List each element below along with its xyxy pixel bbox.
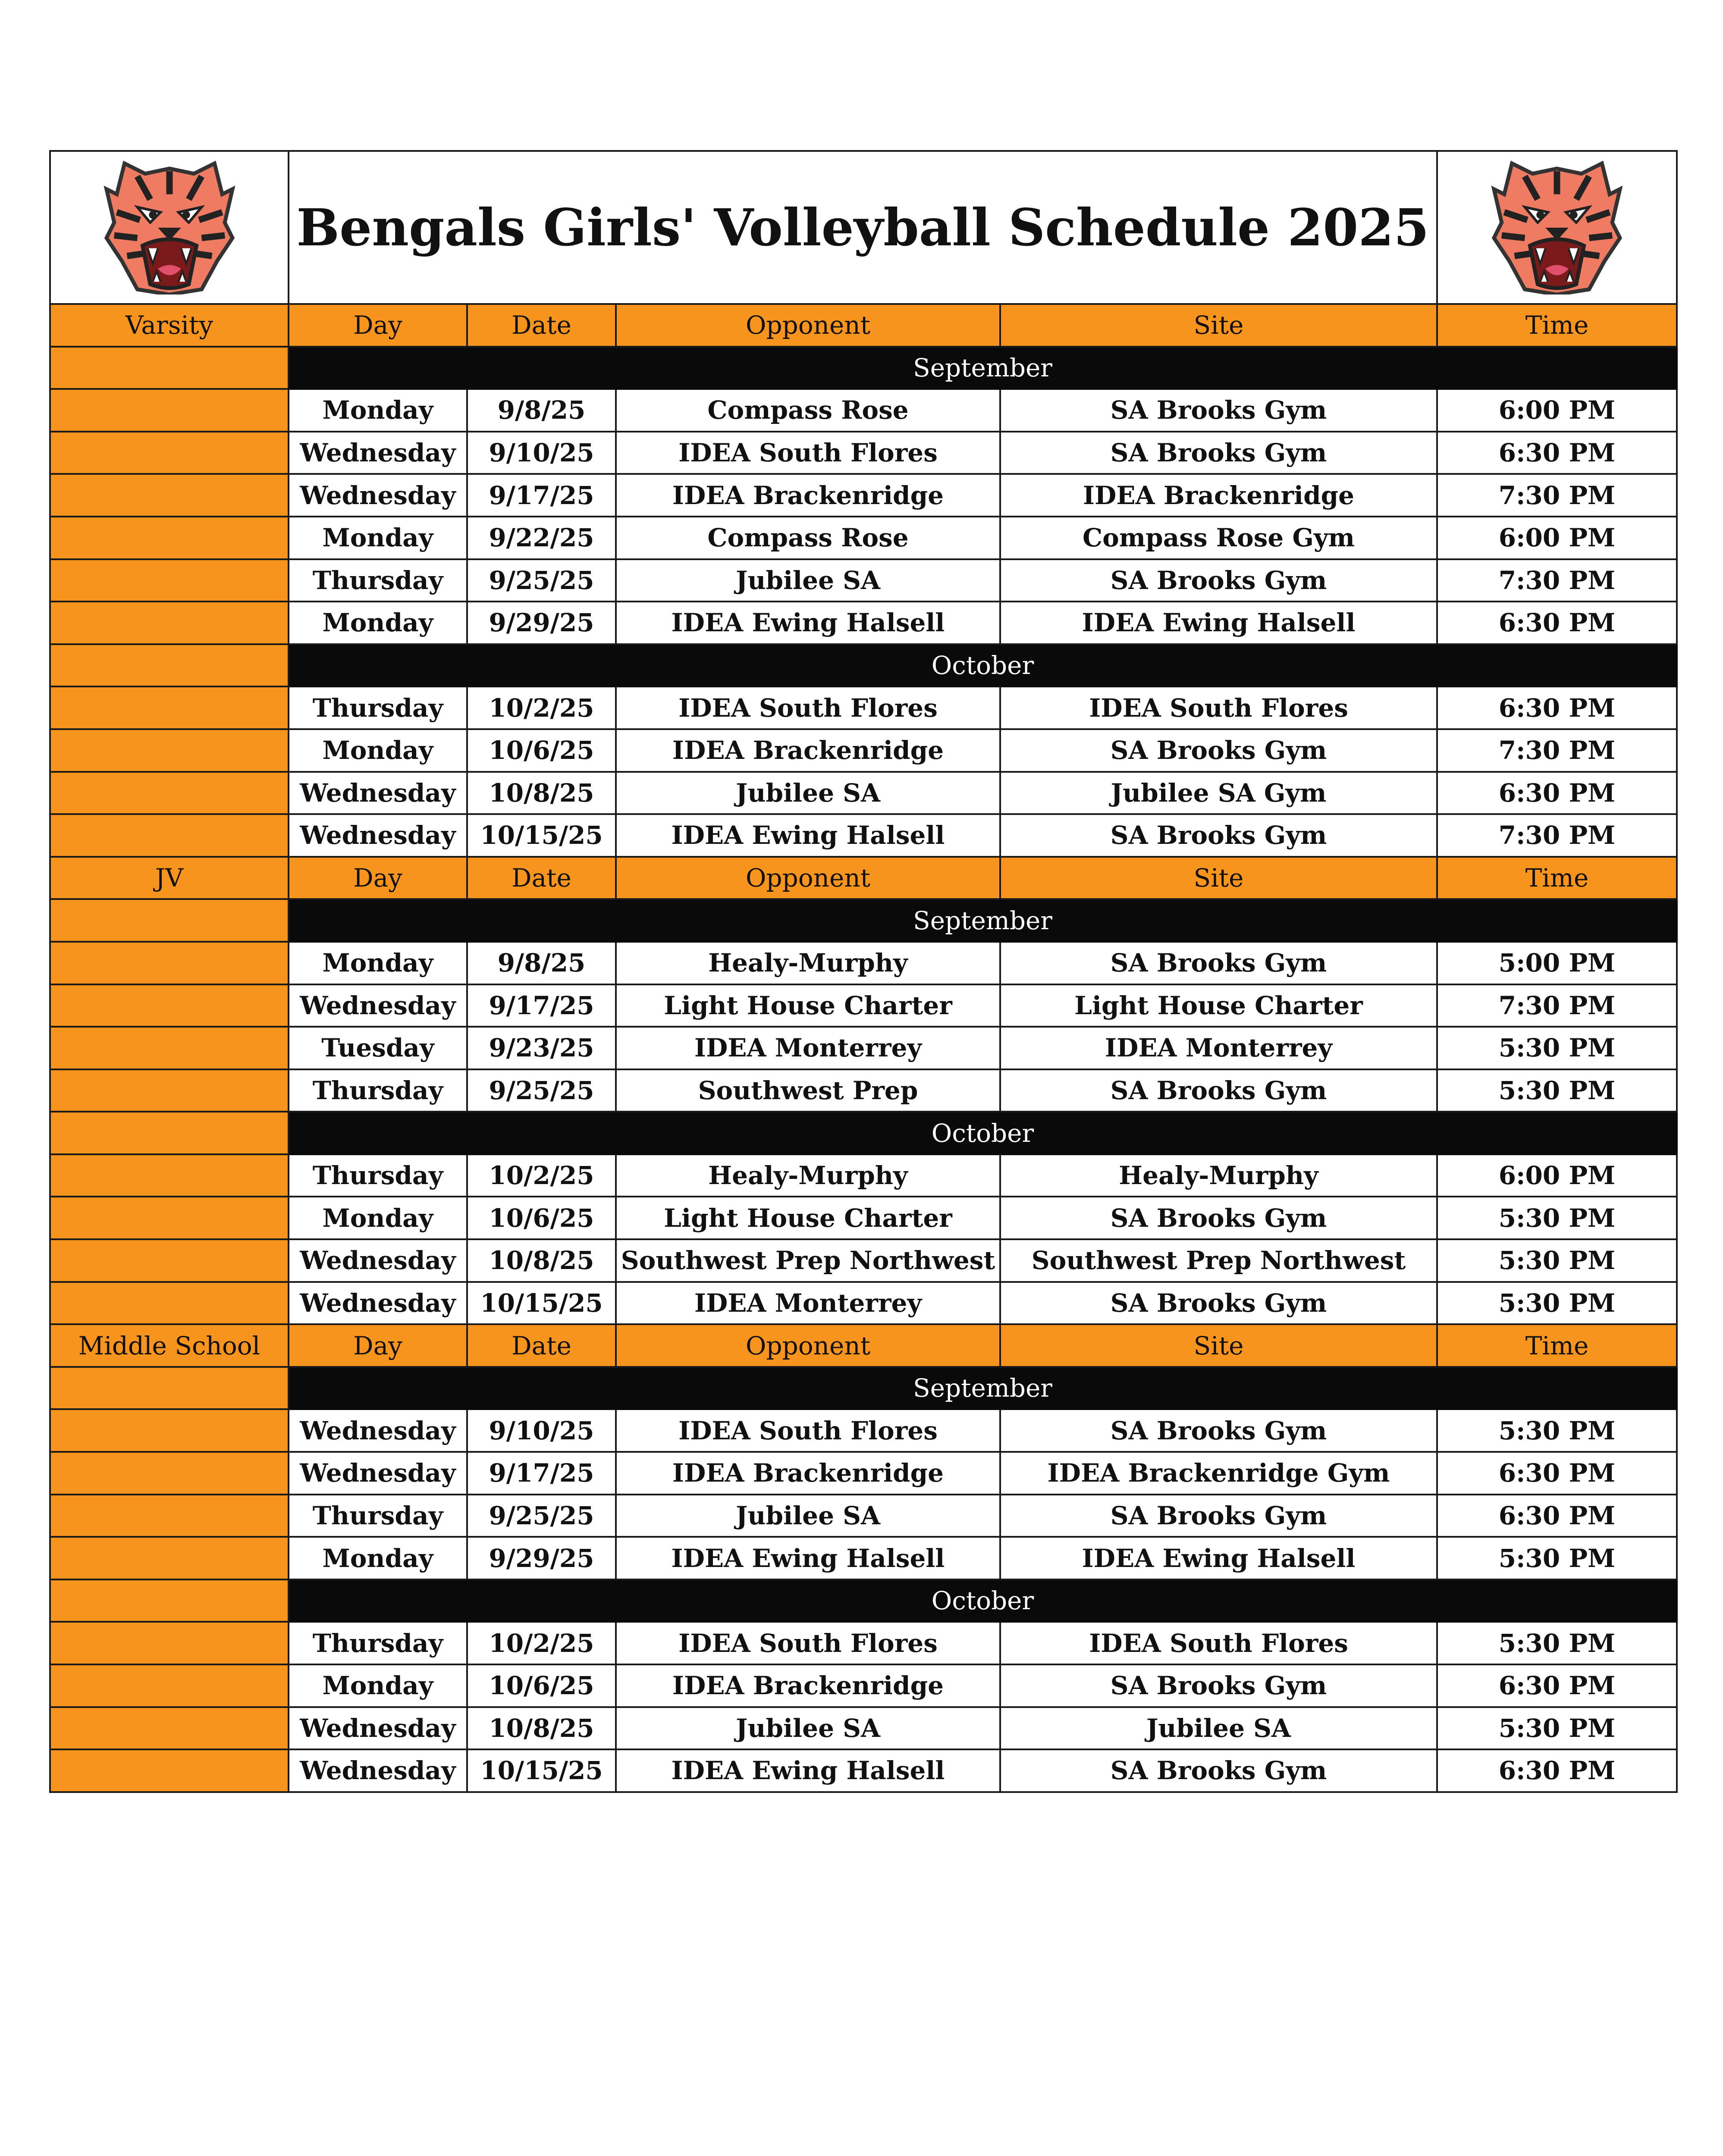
game-day: Monday: [289, 517, 467, 559]
game-opponent: IDEA South Flores: [616, 1622, 1000, 1664]
column-header-date: Date: [467, 857, 616, 899]
game-day: Wednesday: [289, 474, 467, 517]
game-day: Monday: [289, 389, 467, 432]
game-opponent: Southwest Prep: [616, 1069, 1000, 1112]
section-fill: [50, 559, 289, 602]
month-row: [50, 347, 1677, 389]
game-opponent: IDEA Ewing Halsell: [616, 1749, 1000, 1792]
game-row: [50, 432, 1677, 474]
game-date: 9/8/25: [467, 389, 616, 432]
game-date: 10/8/25: [467, 1707, 616, 1750]
game-day: Thursday: [289, 1154, 467, 1197]
game-date: 10/15/25: [467, 814, 616, 857]
section-fill: [50, 347, 289, 389]
game-time: 5:30 PM: [1437, 1282, 1677, 1325]
section-fill: [50, 1707, 289, 1750]
game-time: 6:30 PM: [1437, 602, 1677, 644]
section-fill: [50, 1495, 289, 1537]
section-fill: [50, 602, 289, 644]
month-row: [50, 899, 1677, 942]
game-time: 7:30 PM: [1437, 559, 1677, 602]
game-time: 7:30 PM: [1437, 729, 1677, 772]
game-opponent: IDEA Monterrey: [616, 1027, 1000, 1069]
game-opponent: IDEA Ewing Halsell: [616, 1537, 1000, 1579]
game-site: SA Brooks Gym: [1000, 729, 1437, 772]
game-day: Wednesday: [289, 1409, 467, 1452]
game-date: 9/17/25: [467, 1452, 616, 1495]
month-label: October: [289, 1579, 1677, 1622]
column-header-day: Day: [289, 304, 467, 347]
game-date: 9/29/25: [467, 1537, 616, 1579]
game-time: 6:30 PM: [1437, 1452, 1677, 1495]
game-row: [50, 474, 1677, 517]
game-day: Thursday: [289, 1069, 467, 1112]
section-fill: [50, 1154, 289, 1197]
game-site: SA Brooks Gym: [1000, 1664, 1437, 1707]
game-row: [50, 1069, 1677, 1112]
game-row: [50, 1282, 1677, 1325]
game-opponent: IDEA Monterrey: [616, 1282, 1000, 1325]
month-row: [50, 1367, 1677, 1410]
section-fill: [50, 772, 289, 815]
section-fill: [50, 1069, 289, 1112]
game-day: Wednesday: [289, 1239, 467, 1282]
section-fill: [50, 1239, 289, 1282]
game-site: SA Brooks Gym: [1000, 1197, 1437, 1239]
month-row: [50, 1579, 1677, 1622]
game-day: Thursday: [289, 1495, 467, 1537]
game-day: Thursday: [289, 686, 467, 729]
game-site: IDEA Ewing Halsell: [1000, 1537, 1437, 1579]
game-date: 10/2/25: [467, 1622, 616, 1664]
schedule-table: [49, 150, 1678, 1793]
game-site: Jubilee SA: [1000, 1707, 1437, 1750]
game-time: 6:00 PM: [1437, 1154, 1677, 1197]
game-opponent: IDEA Brackenridge: [616, 474, 1000, 517]
month-label: September: [289, 1367, 1677, 1410]
game-site: IDEA South Flores: [1000, 1622, 1437, 1664]
game-site: Compass Rose Gym: [1000, 517, 1437, 559]
game-site: SA Brooks Gym: [1000, 1282, 1437, 1325]
section-fill: [50, 517, 289, 559]
game-date: 9/29/25: [467, 602, 616, 644]
game-opponent: Southwest Prep Northwest: [616, 1239, 1000, 1282]
game-row: [50, 984, 1677, 1027]
tiger-mascot-icon: [51, 161, 288, 295]
section-fill: [50, 1282, 289, 1325]
section-fill: [50, 1027, 289, 1069]
game-day: Monday: [289, 602, 467, 644]
game-time: 6:30 PM: [1437, 772, 1677, 815]
game-row: [50, 1027, 1677, 1069]
game-opponent: IDEA Brackenridge: [616, 1664, 1000, 1707]
game-day: Wednesday: [289, 984, 467, 1027]
game-site: SA Brooks Gym: [1000, 559, 1437, 602]
game-row: [50, 1197, 1677, 1239]
game-date: 10/15/25: [467, 1749, 616, 1792]
game-day: Monday: [289, 1537, 467, 1579]
month-label: October: [289, 644, 1677, 687]
month-row: [50, 1112, 1677, 1154]
game-opponent: Compass Rose: [616, 517, 1000, 559]
game-site: SA Brooks Gym: [1000, 432, 1437, 474]
section-fill: [50, 1452, 289, 1495]
game-row: [50, 517, 1677, 559]
column-header-site: Site: [1000, 304, 1437, 347]
game-date: 9/25/25: [467, 559, 616, 602]
game-time: 5:30 PM: [1437, 1409, 1677, 1452]
section-fill: [50, 1537, 289, 1579]
title-row: [50, 151, 1677, 304]
game-opponent: Light House Charter: [616, 984, 1000, 1027]
game-date: 10/8/25: [467, 772, 616, 815]
game-day: Wednesday: [289, 814, 467, 857]
section-fill: [50, 1367, 289, 1410]
game-row: [50, 1749, 1677, 1792]
game-time: 5:30 PM: [1437, 1069, 1677, 1112]
tiger-mascot-icon: [1438, 161, 1676, 295]
month-row: [50, 644, 1677, 687]
column-header-time: Time: [1437, 857, 1677, 899]
game-time: 7:30 PM: [1437, 474, 1677, 517]
game-opponent: Light House Charter: [616, 1197, 1000, 1239]
section-fill: [50, 1749, 289, 1792]
game-date: 9/25/25: [467, 1069, 616, 1112]
game-day: Wednesday: [289, 1452, 467, 1495]
game-time: 6:30 PM: [1437, 1664, 1677, 1707]
left-logo-cell: [50, 151, 289, 304]
column-header-date: Date: [467, 304, 616, 347]
game-site: SA Brooks Gym: [1000, 389, 1437, 432]
game-opponent: Jubilee SA: [616, 1495, 1000, 1537]
game-opponent: Healy-Murphy: [616, 942, 1000, 984]
game-date: 10/6/25: [467, 1664, 616, 1707]
game-date: 9/10/25: [467, 1409, 616, 1452]
section-fill: [50, 474, 289, 517]
section-fill: [50, 1622, 289, 1664]
game-time: 6:30 PM: [1437, 686, 1677, 729]
game-row: [50, 389, 1677, 432]
game-date: 9/22/25: [467, 517, 616, 559]
column-header-day: Day: [289, 857, 467, 899]
right-logo-cell: [1437, 151, 1677, 304]
game-day: Wednesday: [289, 1282, 467, 1325]
month-label: October: [289, 1112, 1677, 1154]
game-row: [50, 1154, 1677, 1197]
game-site: SA Brooks Gym: [1000, 814, 1437, 857]
section-fill: [50, 1197, 289, 1239]
game-row: [50, 942, 1677, 984]
column-header-site: Site: [1000, 1324, 1437, 1367]
section-label: Middle School: [50, 1324, 289, 1367]
game-row: [50, 1452, 1677, 1495]
game-opponent: IDEA Brackenridge: [616, 1452, 1000, 1495]
game-opponent: Healy-Murphy: [616, 1154, 1000, 1197]
game-day: Wednesday: [289, 772, 467, 815]
section-fill: [50, 432, 289, 474]
game-opponent: Jubilee SA: [616, 559, 1000, 602]
game-time: 6:30 PM: [1437, 432, 1677, 474]
game-date: 9/10/25: [467, 432, 616, 474]
game-date: 9/23/25: [467, 1027, 616, 1069]
column-header-opponent: Opponent: [616, 857, 1000, 899]
column-header-time: Time: [1437, 304, 1677, 347]
game-day: Thursday: [289, 1622, 467, 1664]
section-label: JV: [50, 857, 289, 899]
game-row: [50, 814, 1677, 857]
game-day: Tuesday: [289, 1027, 467, 1069]
game-site: IDEA Ewing Halsell: [1000, 602, 1437, 644]
game-time: 6:30 PM: [1437, 1749, 1677, 1792]
section-fill: [50, 1664, 289, 1707]
game-time: 6:30 PM: [1437, 1495, 1677, 1537]
column-header-day: Day: [289, 1324, 467, 1367]
game-row: [50, 729, 1677, 772]
game-time: 5:30 PM: [1437, 1622, 1677, 1664]
game-date: 9/17/25: [467, 984, 616, 1027]
game-row: [50, 686, 1677, 729]
section-fill: [50, 1579, 289, 1622]
game-site: SA Brooks Gym: [1000, 1069, 1437, 1112]
game-date: 10/6/25: [467, 729, 616, 772]
game-date: 9/25/25: [467, 1495, 616, 1537]
section-header-row: [50, 1324, 1677, 1367]
game-row: [50, 1495, 1677, 1537]
game-time: 7:30 PM: [1437, 814, 1677, 857]
game-site: Southwest Prep Northwest: [1000, 1239, 1437, 1282]
game-site: IDEA South Flores: [1000, 686, 1437, 729]
game-date: 10/2/25: [467, 1154, 616, 1197]
column-header-opponent: Opponent: [616, 304, 1000, 347]
month-label: September: [289, 899, 1677, 942]
game-opponent: IDEA Ewing Halsell: [616, 814, 1000, 857]
game-site: SA Brooks Gym: [1000, 1409, 1437, 1452]
game-opponent: Compass Rose: [616, 389, 1000, 432]
game-day: Wednesday: [289, 1707, 467, 1750]
game-site: Healy-Murphy: [1000, 1154, 1437, 1197]
game-date: 10/15/25: [467, 1282, 616, 1325]
section-header-row: [50, 304, 1677, 347]
game-day: Monday: [289, 942, 467, 984]
game-time: 5:00 PM: [1437, 942, 1677, 984]
section-fill: [50, 899, 289, 942]
game-site: Light House Charter: [1000, 984, 1437, 1027]
game-opponent: IDEA South Flores: [616, 686, 1000, 729]
month-label: September: [289, 347, 1677, 389]
game-row: [50, 602, 1677, 644]
game-day: Wednesday: [289, 1749, 467, 1792]
game-opponent: Jubilee SA: [616, 1707, 1000, 1750]
game-site: SA Brooks Gym: [1000, 942, 1437, 984]
game-site: IDEA Brackenridge: [1000, 474, 1437, 517]
game-opponent: IDEA South Flores: [616, 1409, 1000, 1452]
game-day: Wednesday: [289, 432, 467, 474]
game-date: 9/17/25: [467, 474, 616, 517]
page-title: Bengals Girls' Volleyball Schedule 2025: [289, 151, 1437, 304]
game-site: IDEA Brackenridge Gym: [1000, 1452, 1437, 1495]
game-row: [50, 1239, 1677, 1282]
section-label: Varsity: [50, 304, 289, 347]
section-fill: [50, 389, 289, 432]
game-time: 5:30 PM: [1437, 1027, 1677, 1069]
game-opponent: IDEA South Flores: [616, 432, 1000, 474]
section-header-row: [50, 857, 1677, 899]
column-header-opponent: Opponent: [616, 1324, 1000, 1367]
game-day: Thursday: [289, 559, 467, 602]
game-row: [50, 559, 1677, 602]
section-fill: [50, 729, 289, 772]
game-opponent: Jubilee SA: [616, 772, 1000, 815]
column-header-site: Site: [1000, 857, 1437, 899]
game-time: 5:30 PM: [1437, 1197, 1677, 1239]
game-site: IDEA Monterrey: [1000, 1027, 1437, 1069]
game-row: [50, 1409, 1677, 1452]
game-day: Monday: [289, 1197, 467, 1239]
section-fill: [50, 814, 289, 857]
game-date: 10/2/25: [467, 686, 616, 729]
game-time: 5:30 PM: [1437, 1537, 1677, 1579]
game-row: [50, 1664, 1677, 1707]
game-day: Monday: [289, 729, 467, 772]
game-time: 6:00 PM: [1437, 517, 1677, 559]
section-fill: [50, 1409, 289, 1452]
column-header-time: Time: [1437, 1324, 1677, 1367]
game-site: SA Brooks Gym: [1000, 1495, 1437, 1537]
section-fill: [50, 984, 289, 1027]
column-header-date: Date: [467, 1324, 616, 1367]
game-date: 9/8/25: [467, 942, 616, 984]
section-fill: [50, 942, 289, 984]
game-date: 10/8/25: [467, 1239, 616, 1282]
game-opponent: IDEA Brackenridge: [616, 729, 1000, 772]
game-row: [50, 1537, 1677, 1579]
game-time: 5:30 PM: [1437, 1239, 1677, 1282]
game-time: 6:00 PM: [1437, 389, 1677, 432]
game-time: 5:30 PM: [1437, 1707, 1677, 1750]
game-row: [50, 1622, 1677, 1664]
game-date: 10/6/25: [467, 1197, 616, 1239]
game-time: 7:30 PM: [1437, 984, 1677, 1027]
section-fill: [50, 644, 289, 687]
game-row: [50, 1707, 1677, 1750]
game-day: Monday: [289, 1664, 467, 1707]
game-opponent: IDEA Ewing Halsell: [616, 602, 1000, 644]
game-site: Jubilee SA Gym: [1000, 772, 1437, 815]
game-row: [50, 772, 1677, 815]
section-fill: [50, 686, 289, 729]
game-site: SA Brooks Gym: [1000, 1749, 1437, 1792]
section-fill: [50, 1112, 289, 1154]
